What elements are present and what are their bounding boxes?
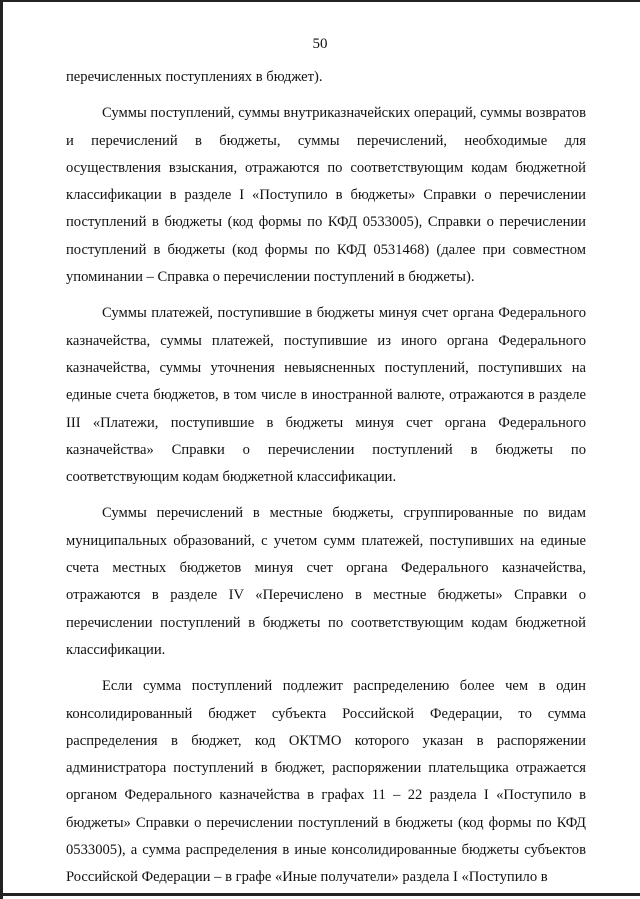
- paragraph-continuation: перечисленных поступлениях в бюджет).: [66, 69, 323, 85]
- page-border-bottom: [0, 893, 640, 896]
- page-border-left: [0, 0, 3, 899]
- paragraph: Суммы поступлений, суммы внутриказначейских операций, суммы возвратов и перечислений в бюджеты, суммы перечислений, необходимые для осуществления взыскания, отражаются по соответствующим кодам бюджетной классификации в разделе I «Поступило в бюджеты» Справки о перечислении поступлений в бюджеты (код формы по КФД 0533005), Справки о перечислении поступлений в бюджеты (код формы по КФД 0531468) (далее при совместном упоминании – Справка о перечислении поступлений в бюджеты).: [66, 105, 586, 286]
- document-body: [66, 64, 586, 892]
- page-number: 50: [312, 36, 328, 52]
- paragraph: Суммы платежей, поступившие в бюджеты минуя счет органа Федерального казначейства, суммы платежей, поступившие из иного органа Федерального казначейства, суммы уточнения невыясненных поступлений, поступивших на единые счета бюджетов, в том числе в иностранной валюте, отражаются в разделе III «Платежи, поступившие в бюджеты минуя счет органа Федерального казначейства» Справки о перечислении поступлений в бюджеты по соответствующим кодам бюджетной классификации.: [66, 305, 586, 486]
- paragraph: Если сумма поступлений подлежит распределению более чем в один консолидированный бюджет субъекта Российской Федерации, то сумма распределения в бюджет, код ОКТМО которого указан в распоряжении администратора поступлений в бюджет, распоряжении плательщика отражается органом Федерального казначейства в графах 11 – 22 раздела I «Поступило в бюджеты» Справки о перечислении поступлений в бюджеты (код формы по КФД 0533005), а сумма распределения в иные консолидированные бюджеты субъектов Российской Федерации – в графе «Иные получатели» раздела I «Поступило в: [66, 678, 586, 886]
- paragraph: Суммы перечислений в местные бюджеты, сгруппированные по видам муниципальных образований, с учетом сумм платежей, поступивших на единые счета местных бюджетов минуя счет органа Федерального казначейства, отражаются в разделе IV «Перечислено в местные бюджеты» Справки о перечислении поступлений в бюджеты по соответствующим кодам бюджетной классификации.: [66, 505, 586, 658]
- page-border-top: [0, 0, 640, 2]
